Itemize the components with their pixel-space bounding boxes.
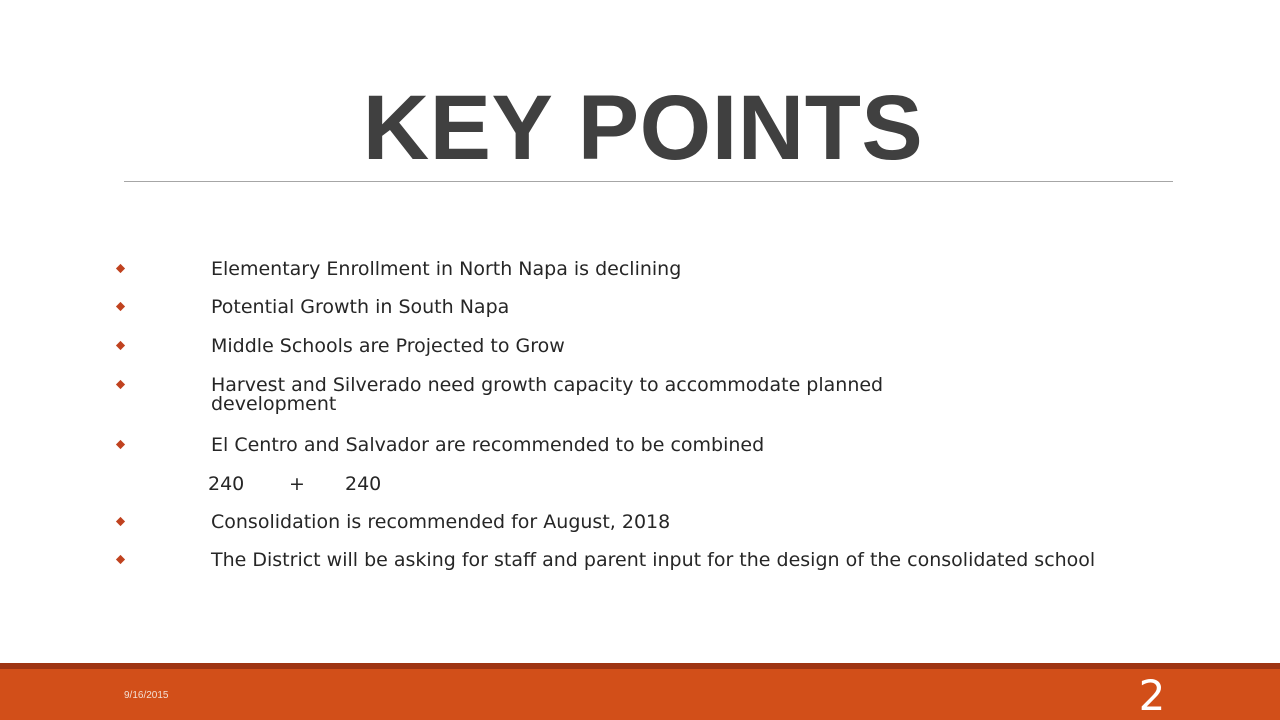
bullet-text: El Centro and Salvador are recommended to be combined <box>211 434 765 456</box>
bullet-text: Middle Schools are Projected to Grow <box>211 335 565 357</box>
bullet-marker-icon <box>116 517 125 526</box>
sum-right-value: 240 <box>345 473 382 495</box>
bullet-marker-icon <box>116 264 125 273</box>
bullet-marker-icon <box>116 302 125 311</box>
slide-title: KEY POINTS <box>362 77 924 179</box>
bullet-marker-icon <box>116 440 125 449</box>
bullet-text: Potential Growth in South Napa <box>211 296 510 318</box>
bullet-text: Elementary Enrollment in North Napa is declining <box>211 258 682 280</box>
sum-operator: + <box>289 473 305 495</box>
sum-left-value: 240 <box>208 473 245 495</box>
page-number: 2 <box>1138 671 1166 720</box>
bullet-text: The District will be asking for staff and parent input for the design of the consolidated school <box>211 549 1096 571</box>
footer-date: 9/16/2015 <box>124 690 169 701</box>
bullet-text: Consolidation is recommended for August, 2018 <box>211 511 671 533</box>
bullet-text: Harvest and Silverado need growth capacity to accommodate planned development <box>211 374 884 415</box>
bullet-marker-icon <box>116 555 125 564</box>
footer-bar <box>0 669 1280 720</box>
bullet-marker-icon <box>116 380 125 389</box>
bullet-marker-icon <box>116 341 125 350</box>
